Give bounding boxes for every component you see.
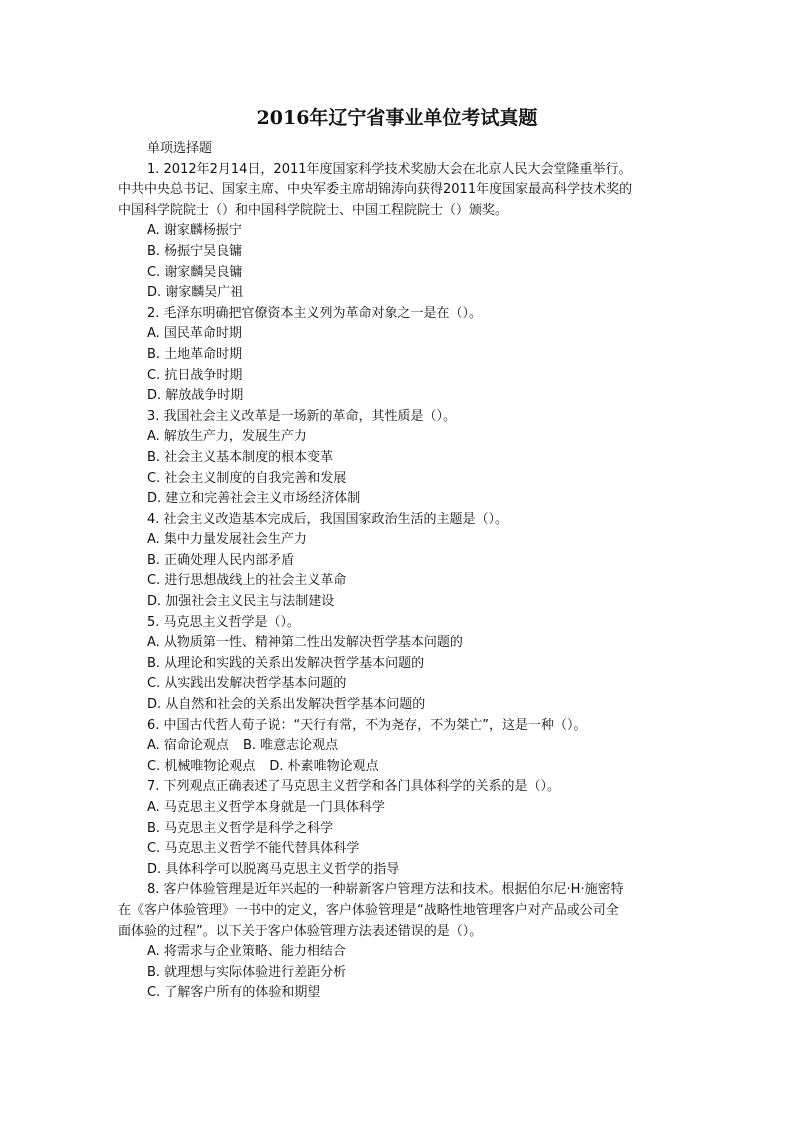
question-5-option-c: C. 从实践出发解决哲学基本问题的 xyxy=(147,676,347,692)
question-6-option-c: C. 机械唯物论观点 xyxy=(147,758,256,774)
question-3-option-d: D. 建立和完善社会主义市场经济体制 xyxy=(147,491,361,507)
question-1-option-c: C. 谢家麟吴良镛 xyxy=(147,264,243,280)
question-6-option-b: B. 唯意志论观点 xyxy=(242,738,339,754)
question-8-stem-line-1: 8. 客户体验管理是近年兴起的一种崭新客户管理方法和技术。根据伯尔尼·H·施密特 xyxy=(147,882,624,898)
question-2-option-c: C. 抗日战争时期 xyxy=(147,367,243,383)
question-6-option-d: D. 朴素唯物论观点 xyxy=(269,758,379,774)
question-5-option-d: D. 从自然和社会的关系出发解决哲学基本问题的 xyxy=(147,697,426,713)
question-3-stem: 3. 我国社会主义改革是一场新的革命，其性质是（）。 xyxy=(147,408,457,424)
question-2-option-a: A. 国民革命时期 xyxy=(147,326,242,342)
question-8-stem-line-3: 面体验的过程”。以下关于客户体验管理方法表述错误的是（）。 xyxy=(118,923,483,939)
question-2-stem: 2. 毛泽东明确把官僚资本主义列为革命对象之一是在（）。 xyxy=(147,305,483,321)
question-5-stem: 5. 马克思主义哲学是（）。 xyxy=(147,614,301,630)
question-6-options-row-2 xyxy=(118,757,678,778)
question-7-option-d: D. 具体科学可以脱离马克思主义哲学的指导 xyxy=(147,861,400,877)
question-8-stem-line-2: 在《客户体验管理》一书中的定义，客户体验管理是“战略性地管理客户对产品或公司全 xyxy=(118,902,619,918)
question-8-option-c: C. 了解客户所有的体验和期望 xyxy=(147,985,321,1001)
question-4-stem: 4. 社会主义改造基本完成后，我国国家政治生活的主题是（）。 xyxy=(147,511,509,527)
question-1-stem-line-2: 中共中央总书记、国家主席、中央军委主席胡锦涛向获得2011年度国家最高科学技术奖的 xyxy=(118,182,633,198)
question-7-option-a: A. 马克思主义哲学本身就是一门具体科学 xyxy=(147,800,385,815)
question-3-option-b: B. 社会主义基本制度的根本变革 xyxy=(147,449,334,465)
question-6-options-row-1 xyxy=(118,736,678,757)
question-7-stem: 7. 下列观点正确表述了马克思主义哲学和各门具体科学的关系的是（）。 xyxy=(147,779,561,795)
question-5-option-b: B. 从理论和实践的关系出发解决哲学基本问题的 xyxy=(147,655,425,671)
question-3-option-c: C. 社会主义制度的自我完善和发展 xyxy=(147,470,347,486)
question-7-option-b: B. 马克思主义哲学是科学之科学 xyxy=(147,820,334,836)
question-4-option-c: C. 进行思想战线上的社会主义革命 xyxy=(147,573,347,589)
question-1-option-a: A. 谢家麟杨振宁 xyxy=(147,223,242,239)
question-8-option-b: B. 就理想与实际体验进行差距分析 xyxy=(147,964,347,980)
question-2-option-d: D. 解放战争时期 xyxy=(147,388,244,404)
question-6-option-a: A. 宿命论观点 xyxy=(147,738,229,754)
question-4-option-a: A. 集中力量发展社会生产力 xyxy=(147,532,307,548)
question-5-option-a: A. 从物质第一性、精神第二性出发解决哲学基本问题的 xyxy=(147,635,463,651)
page-title: 2016年辽宁省事业单位考试真题 xyxy=(256,107,538,129)
question-4-option-b: B. 正确处理人民内部矛盾 xyxy=(147,552,295,568)
question-7-option-c: C. 马克思主义哲学不能代替具体科学 xyxy=(147,841,360,857)
question-4-option-d: D. 加强社会主义民主与法制建设 xyxy=(147,594,335,610)
question-1-option-d: D. 谢家麟吴广祖 xyxy=(147,285,244,301)
question-6-stem: 6. 中国古代哲人荀子说：“天行有常，不为尧存，不为桀亡”，这是一种（）。 xyxy=(147,717,587,733)
question-1-stem-line-3: 中国科学院院士（）和中国科学院院士、中国工程院院士（）颁奖。 xyxy=(118,202,509,218)
question-3-option-a: A. 解放生产力，发展生产力 xyxy=(147,429,307,445)
question-1-stem-line-1: 1. 2012年2月14日，2011年度国家科学技术奖励大会在北京人民大会堂隆重举行。 xyxy=(147,161,632,177)
section-heading: 单项选择题 xyxy=(147,141,213,156)
document-body xyxy=(118,139,678,1004)
question-1-option-b: B. 杨振宁吴良镛 xyxy=(147,243,243,259)
question-2-option-b: B. 土地革命时期 xyxy=(147,346,243,362)
question-8-option-a: A. 将需求与企业策略、能力相结合 xyxy=(147,944,346,960)
